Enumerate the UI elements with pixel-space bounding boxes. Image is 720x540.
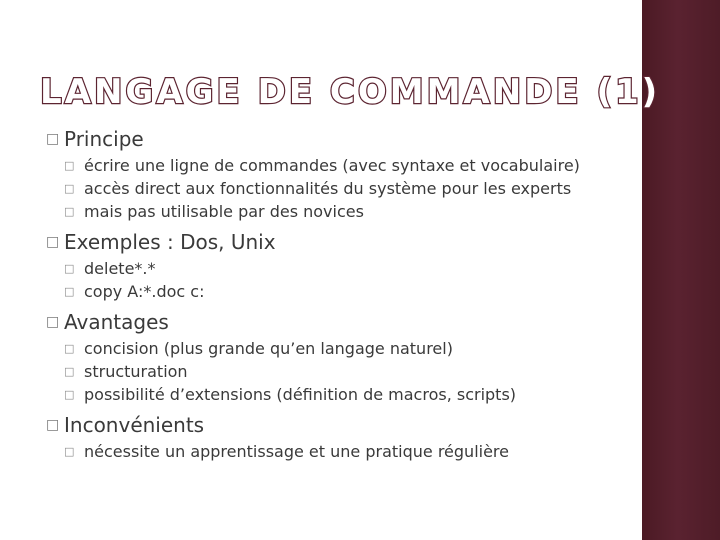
bullet-marker-icon: □ bbox=[64, 285, 75, 298]
slide-title: LANGAGE DE COMMANDE (1) bbox=[40, 72, 661, 112]
section-items bbox=[64, 260, 606, 301]
list-item-text: delete*.* bbox=[84, 259, 156, 278]
list-item bbox=[64, 363, 606, 381]
bullet-marker-icon: □ bbox=[64, 365, 75, 378]
list-item bbox=[64, 283, 606, 301]
section-heading bbox=[46, 309, 606, 335]
list-item-text: nécessite un apprentissage et une pratique régulière bbox=[84, 442, 509, 461]
bullet-marker-icon: □ bbox=[46, 314, 60, 330]
section-items bbox=[64, 157, 606, 221]
slide-content bbox=[46, 126, 606, 461]
bullet-marker-icon: □ bbox=[64, 388, 75, 401]
list-item bbox=[64, 180, 606, 198]
list-item-text: possibilité d’extensions (définition de macros, scripts) bbox=[84, 385, 517, 404]
section-heading bbox=[46, 229, 606, 255]
section-heading bbox=[46, 126, 606, 152]
list-item bbox=[64, 340, 606, 358]
list-item-text: copy A:*.doc c: bbox=[84, 282, 205, 301]
bullet-marker-icon: □ bbox=[64, 342, 75, 355]
section-heading bbox=[46, 412, 606, 438]
bullet-marker-icon: □ bbox=[64, 445, 75, 458]
section-heading-text: Principe bbox=[64, 127, 144, 151]
bullet-marker-icon: □ bbox=[64, 205, 75, 218]
bullet-marker-icon: □ bbox=[64, 159, 75, 172]
list-item-text: écrire une ligne de commandes (avec syntaxe et vocabulaire) bbox=[84, 156, 580, 175]
section-items bbox=[64, 340, 606, 404]
list-item bbox=[64, 443, 606, 461]
bullet-marker-icon: □ bbox=[46, 131, 60, 147]
list-item bbox=[64, 203, 606, 221]
section-heading-text: Inconvénients bbox=[64, 413, 205, 437]
section-items bbox=[64, 443, 606, 461]
list-item-text: accès direct aux fonctionnalités du système pour les experts bbox=[84, 179, 572, 198]
list-item-text: mais pas utilisable par des novices bbox=[84, 202, 364, 221]
bullet-marker-icon: □ bbox=[64, 182, 75, 195]
list-item-text: concision (plus grande qu’en langage naturel) bbox=[84, 339, 453, 358]
list-item bbox=[64, 260, 606, 278]
section-heading-text: Exemples : Dos, Unix bbox=[64, 230, 276, 254]
list-item bbox=[64, 157, 606, 175]
bullet-marker-icon: □ bbox=[64, 262, 75, 275]
bullet-marker-icon: □ bbox=[46, 417, 60, 433]
bullet-marker-icon: □ bbox=[46, 234, 60, 250]
list-item bbox=[64, 386, 606, 404]
section-heading-text: Avantages bbox=[64, 310, 169, 334]
list-item-text: structuration bbox=[84, 362, 188, 381]
